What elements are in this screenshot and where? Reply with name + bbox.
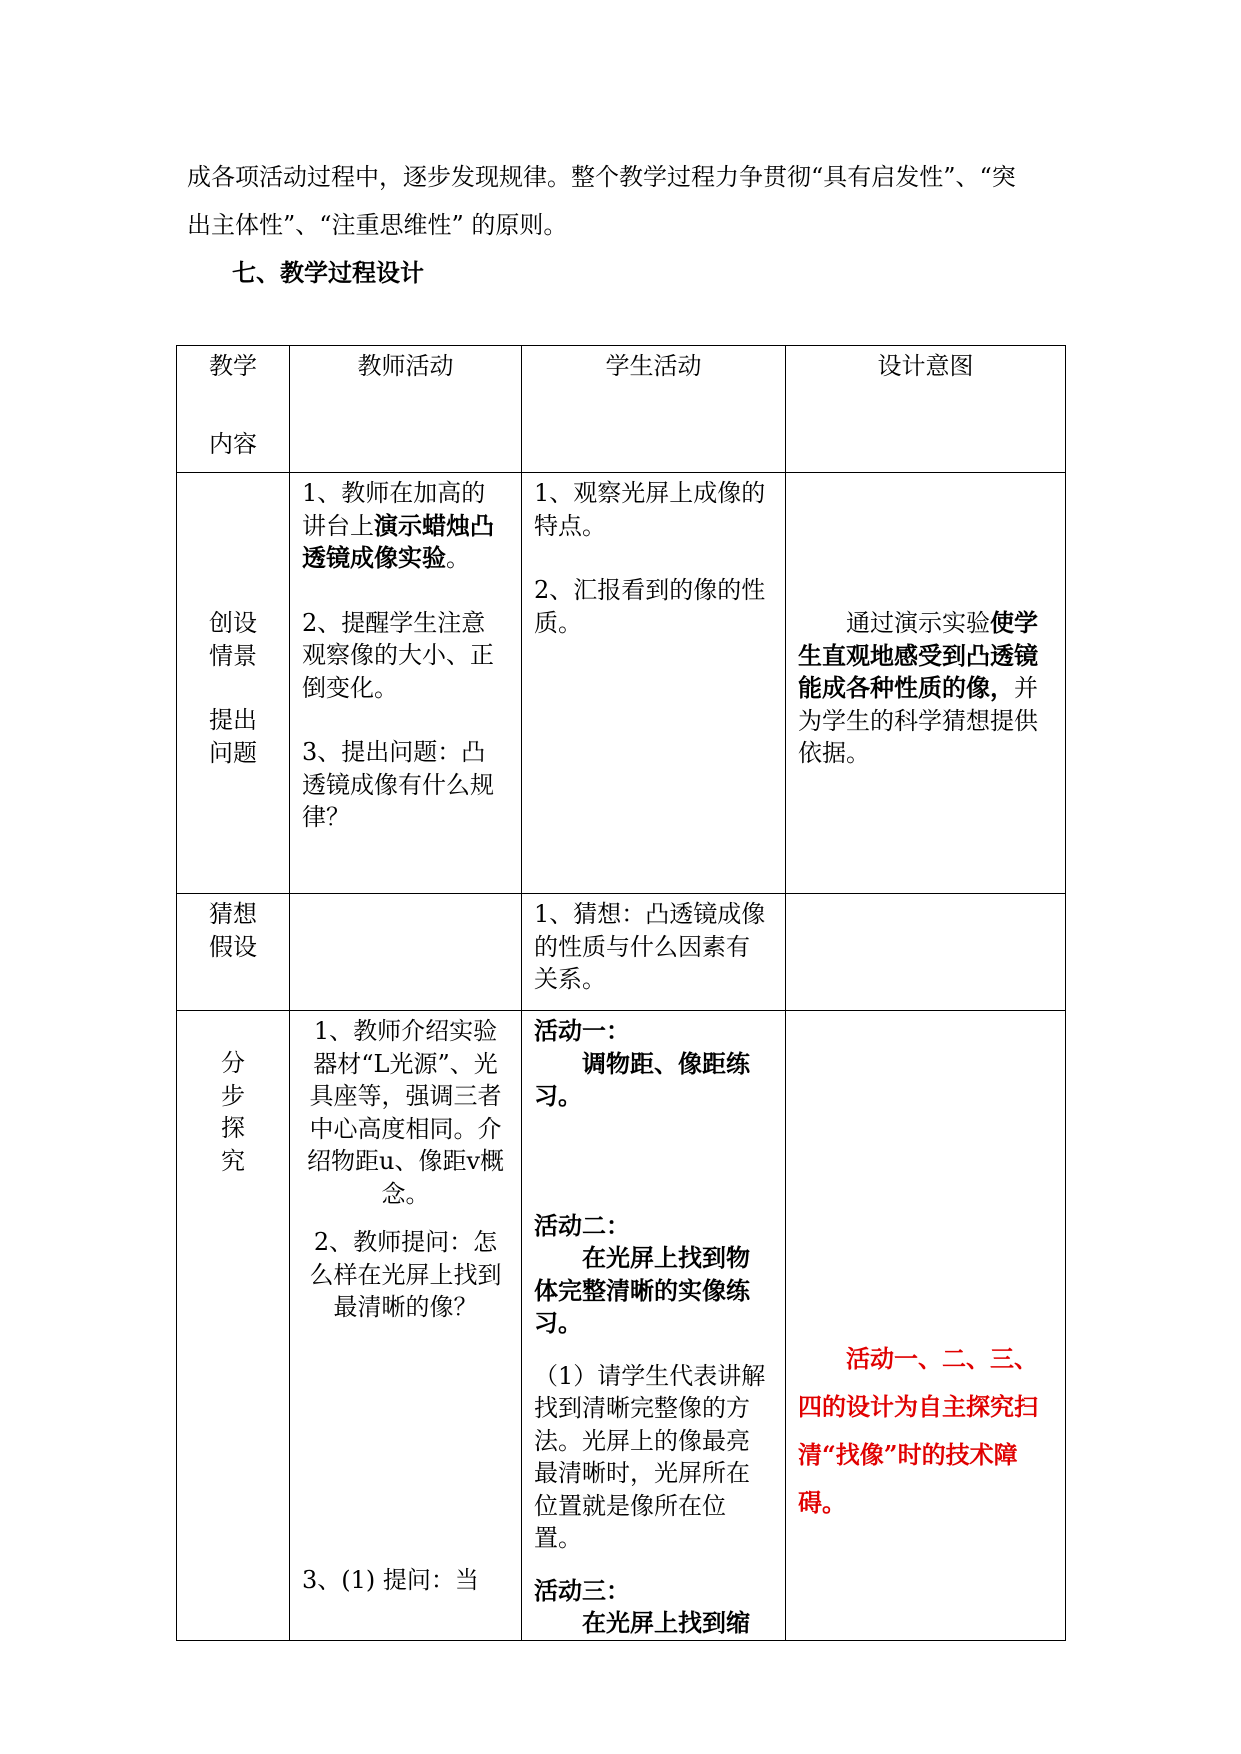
row1-intent: 通过演示实验使学生直观地感受到凸透镜能成各种性质的像，并为学生的科学猜想提供依据。: [786, 473, 1066, 894]
header-teacher: 教师活动: [290, 346, 522, 473]
row3-student: 活动一： 调物距、像距练习。 活动二： 在光屏上找到物体完整清晰的实像练习。 （1）请学生代表讲解找到清晰完整像的方法。光屏上的像最亮最清晰时，光屏所在位置就是像所在位置。 活动三： 在光屏上找到缩: [522, 1011, 786, 1641]
table-row: [177, 894, 1066, 1011]
intro-line-1: 成各项活动过程中，逐步发现规律。整个教学过程力争贯彻“具有启发性”、“突: [187, 163, 1016, 191]
row2-content: 猜想假设: [177, 894, 290, 1011]
row2-student: 1、猜想：凸透镜成像的性质与什么因素有关系。: [522, 894, 786, 1011]
table-row: [177, 1011, 1066, 1641]
header-content: 教学 内容: [177, 346, 290, 473]
row1-student: 1、观察光屏上成像的特点。 2、汇报看到的像的性质。: [522, 473, 786, 894]
row3-teacher: 1、教师介绍实验器材“L光源”、光具座等，强调三者中心高度相同。介绍物距u、像距v概念。 2、教师提问：怎么样在光屏上找到最清晰的像？ 3、(1) 提问：当: [290, 1011, 522, 1641]
table-row: [177, 473, 1066, 894]
row1-teacher: 1、教师在加高的讲台上演示蜡烛凸透镜成像实验。 2、提醒学生注意观察像的大小、正倒变化。 3、提出问题：凸透镜成像有什么规律？: [290, 473, 522, 894]
lesson-plan-table: [176, 345, 1066, 1641]
row3-intent: 活动一、二、三、四的设计为自主探究扫清“找像”时的技术障碍。: [786, 1011, 1066, 1641]
section-heading: 七、教学过程设计: [232, 259, 424, 287]
row2-intent: [786, 894, 1066, 1011]
header-student: 学生活动: [522, 346, 786, 473]
row3-content: 分 步 探 究: [177, 1011, 290, 1641]
table-header-row: [177, 346, 1066, 473]
row1-content: 创设情景 提出问题: [177, 473, 290, 894]
intro-line-2: 出主体性”、“注重思维性” 的原则。: [187, 211, 568, 239]
row2-teacher: [290, 894, 522, 1011]
header-intent: 设计意图: [786, 346, 1066, 473]
